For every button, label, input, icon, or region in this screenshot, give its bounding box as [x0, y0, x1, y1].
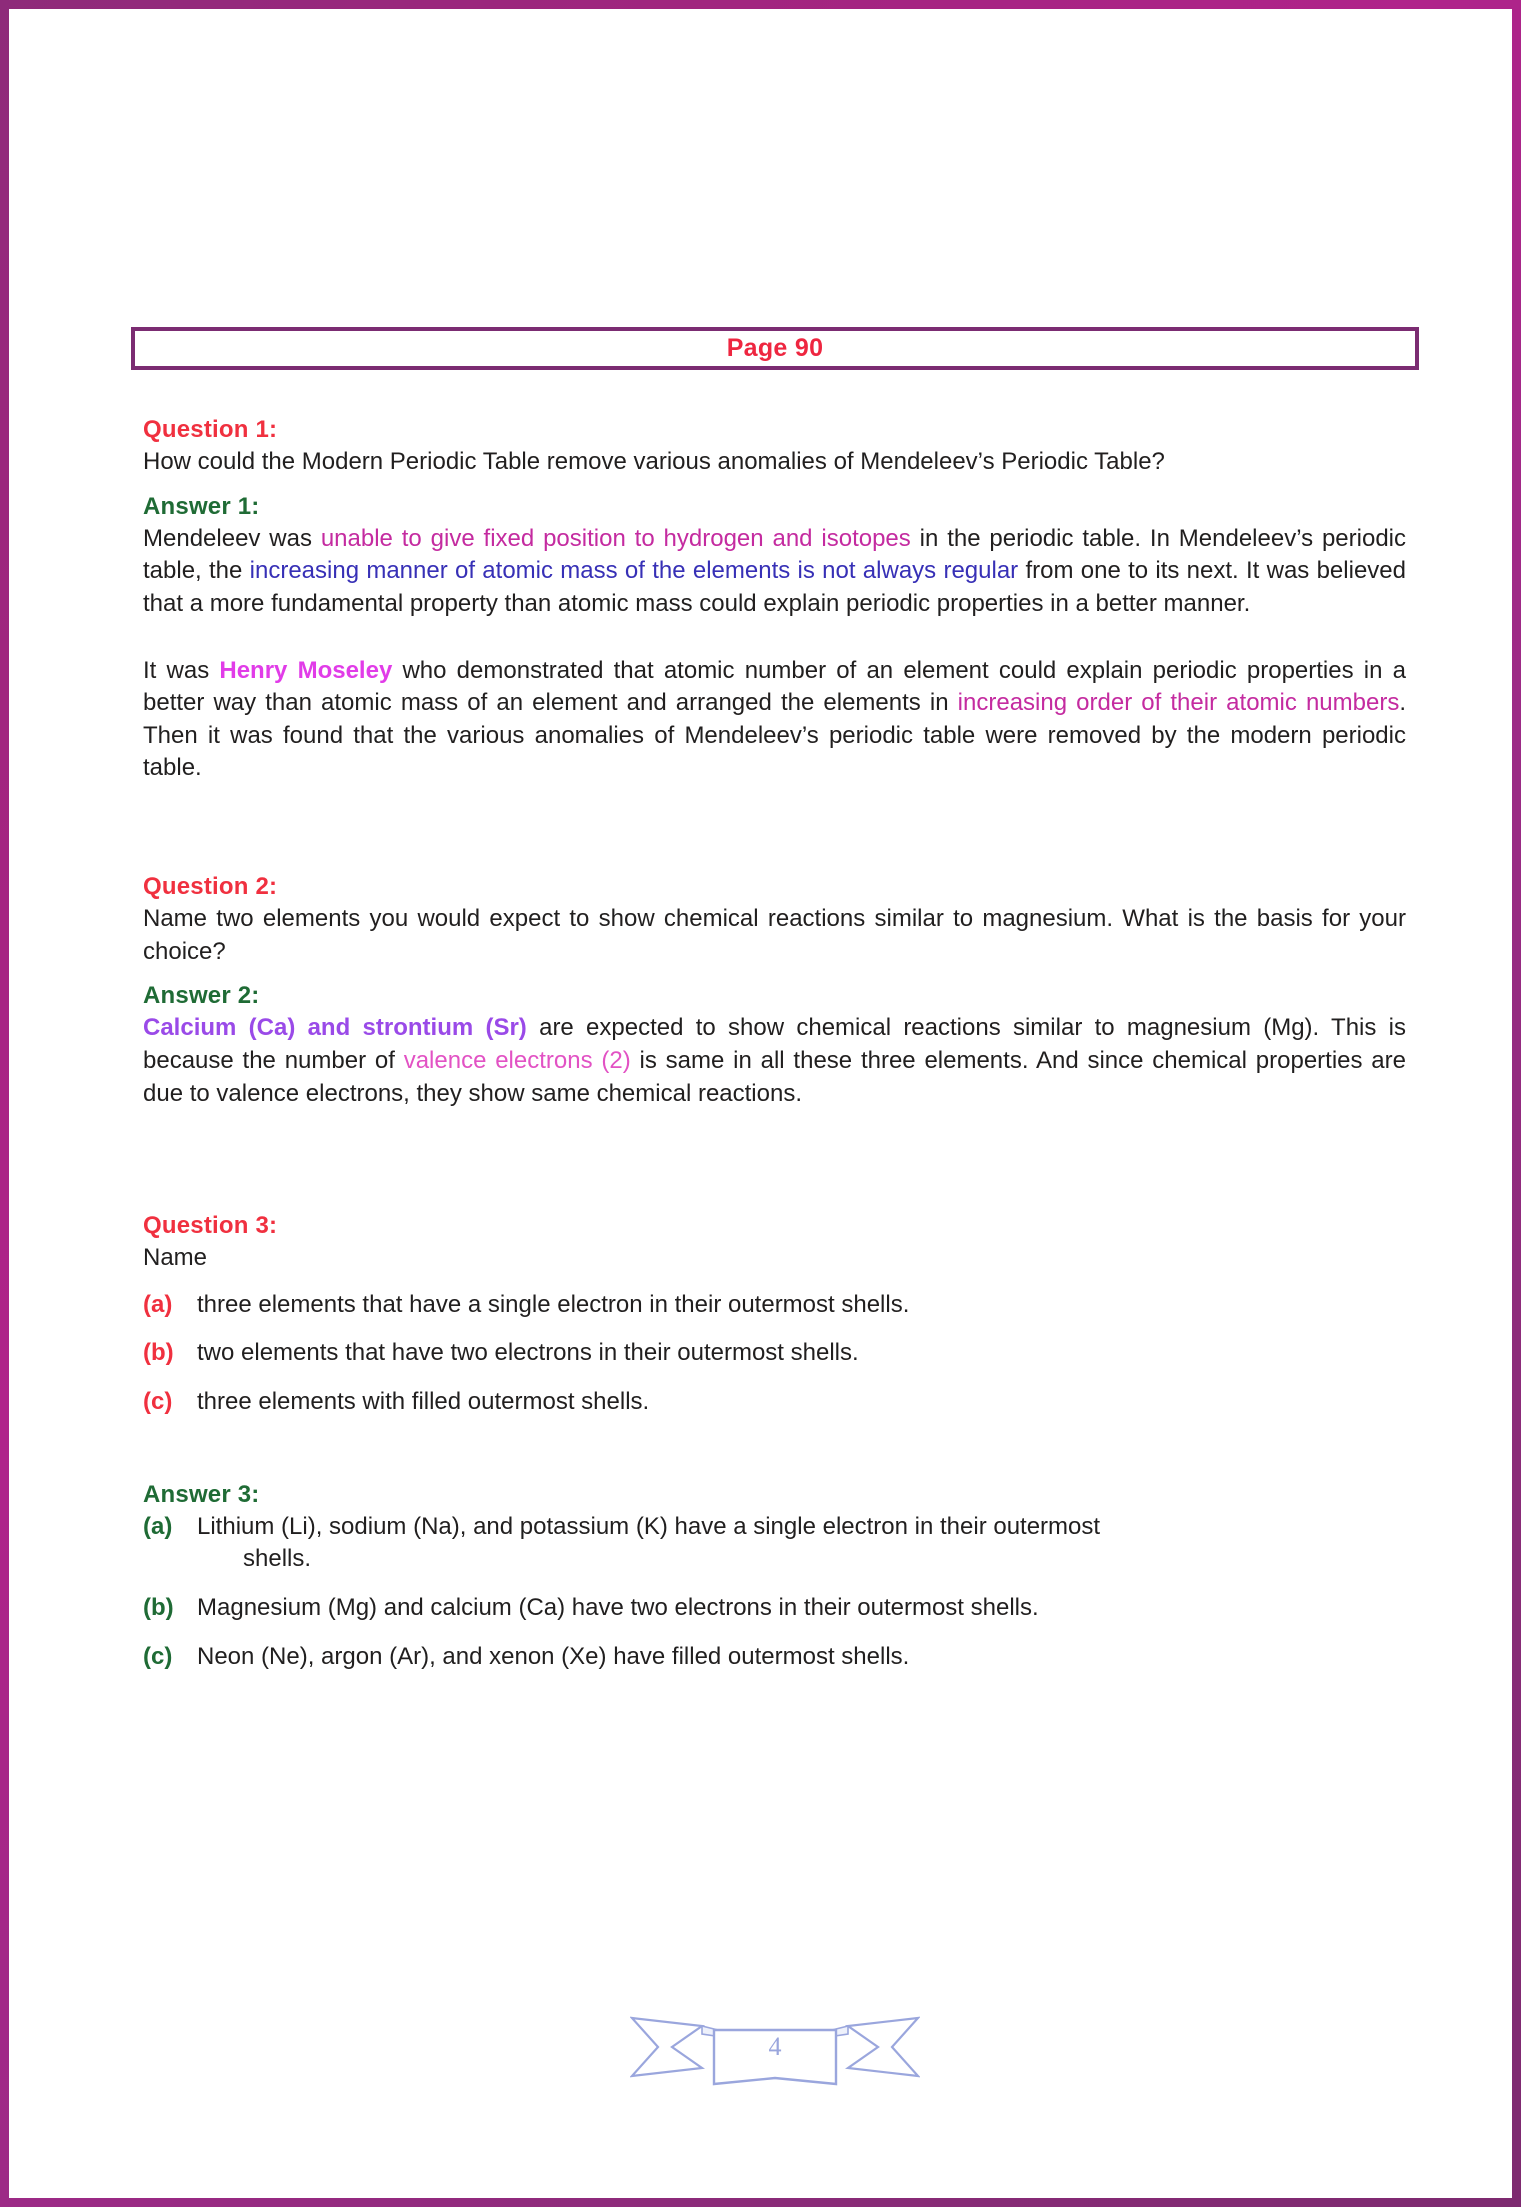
a1-p2-seg-2: who demonstrated that atomic number of an element could explain periodic properties in a better way than atomic mass of an element and arranged the elements in [143, 656, 1406, 717]
list-item-text [197, 1511, 1406, 1576]
list-marker: (a) [143, 1512, 173, 1540]
question-2-block [143, 873, 1406, 968]
answer-1-heading: Answer 1: [143, 492, 260, 520]
a1-p1-seg-1: Mendeleev was [143, 524, 321, 552]
spacer [143, 479, 1406, 493]
list-item-text: Magnesium (Mg) and calcium (Ca) have two electrons in their outermost shells. [197, 1593, 1039, 1621]
answer-2-block [143, 982, 1406, 1110]
list-item-line-1: Lithium (Li), sodium (Na), and potassium (K) have a single electron in their outermost [197, 1512, 1101, 1540]
question-2-heading: Question 2: [143, 873, 278, 900]
spacer [143, 785, 1406, 873]
a1-p2-seg-1: It was [143, 656, 220, 684]
a2-seg-2: is same in all these three elements. And since chemical properties are due to valence electrons, they show same chemical reactions. [143, 1046, 1406, 1107]
list-marker: (b) [143, 1593, 174, 1621]
a1-p1-highlight-2: increasing manner of atomic mass of the elements is not always regular [249, 557, 1019, 585]
list-marker: (c) [143, 1388, 173, 1415]
list-item [143, 1641, 1406, 1674]
answer-3-list [143, 1511, 1406, 1674]
document-body [143, 416, 1406, 1673]
question-2-text: Name two elements you would expect to show chemical reactions similar to magnesium. What is the basis for your choice? [143, 905, 1406, 965]
list-item [143, 1337, 1406, 1370]
list-marker: (c) [143, 1642, 173, 1670]
page-number-banner [131, 327, 1419, 370]
footer-page-number: 4 [768, 2032, 782, 2061]
content-column [131, 11, 1412, 2196]
a2-highlight-elements: Calcium (Ca) and strontium (Sr) [143, 1014, 527, 1042]
answer-1-block [143, 493, 1406, 785]
list-marker: (a) [143, 1290, 173, 1318]
question-3-lead: Name [143, 1244, 208, 1272]
a1-p1-seg-2: in the periodic table. In Mendeleev’s periodic table, the [143, 524, 1407, 585]
footer-ribbon-area [131, 2004, 1419, 2090]
a1-p1-highlight-1: unable to give fixed position to hydrogen and isotopes [320, 524, 911, 552]
a2-seg-1: are expected to show chemical reactions similar to magnesium (Mg). This is because the number of [143, 1014, 1406, 1074]
list-item-text: three elements that have a single electron in their outermost shells. [197, 1290, 910, 1318]
list-item-text: two elements that have two electrons in their outermost shells. [197, 1339, 859, 1367]
list-item [143, 1592, 1406, 1625]
answer-2-heading: Answer 2: [143, 982, 260, 1010]
answer-3-heading: Answer 3: [143, 1480, 260, 1508]
a1-p1-seg-3: from one to its next. It was believed that a more fundamental property than atomic mass could explain periodic properties in a better manner. [143, 557, 1406, 617]
list-item-line-2: shells. [243, 1545, 312, 1573]
a2-highlight-valence: valence electrons (2) [403, 1046, 631, 1074]
spacer [143, 1198, 1406, 1212]
answer-2-paragraph-1 [143, 1012, 1406, 1110]
question-1-block [143, 416, 1406, 479]
spacer [143, 1275, 1406, 1289]
page-banner-title: Page 90 [726, 334, 824, 362]
question-3-heading: Question 3: [143, 1212, 278, 1240]
a1-p2-highlight-2: increasing order of their atomic numbers [957, 689, 1400, 717]
question-1-text: How could the Modern Periodic Table remove various anomalies of Mendeleev’s Periodic Table? [143, 448, 1165, 475]
answer-3-block [143, 1481, 1406, 1674]
answer-1-paragraph-2 [143, 655, 1406, 786]
answer-1-paragraph-1 [143, 523, 1406, 621]
question-3-list [143, 1289, 1406, 1419]
ribbon-banner-icon [630, 2004, 920, 2090]
list-marker: (b) [143, 1339, 174, 1367]
spacer [143, 1419, 1406, 1481]
spacer [143, 621, 1406, 655]
a1-p2-seg-3: . Then it was found that the various anomalies of Mendeleev’s periodic table were removed by the modern periodic table. [143, 689, 1407, 782]
question-1-heading: Question 1: [143, 416, 278, 443]
list-item [143, 1386, 1406, 1419]
list-item [143, 1289, 1406, 1322]
list-item-text: three elements with filled outermost shells. [197, 1388, 650, 1415]
list-item-text: Neon (Ne), argon (Ar), and xenon (Xe) have filled outermost shells. [197, 1642, 910, 1670]
a1-p2-highlight-moseley: Henry Moseley [219, 656, 393, 684]
list-item [143, 1511, 1406, 1576]
page-canvas [9, 9, 1512, 2198]
question-3-block [143, 1212, 1406, 1419]
spacer [143, 1110, 1406, 1198]
spacer [143, 968, 1406, 982]
